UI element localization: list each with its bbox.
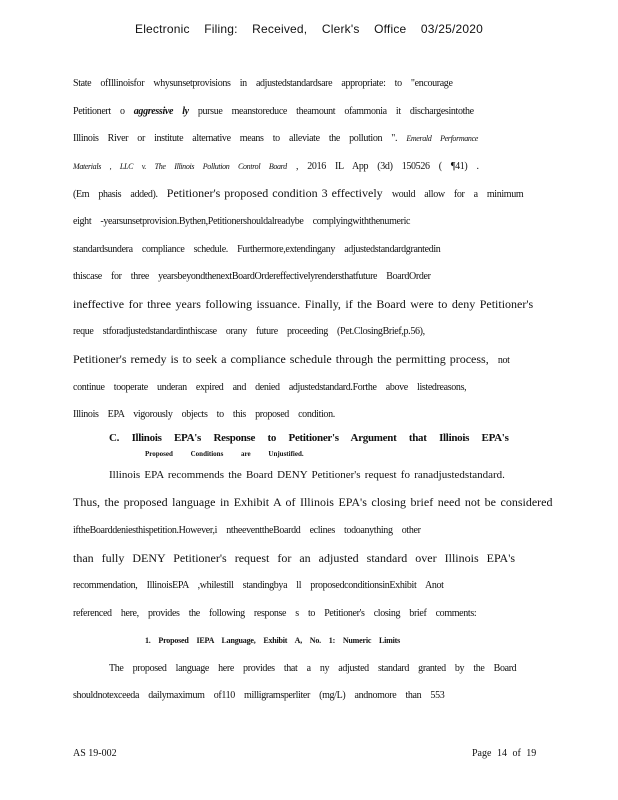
body-line: ineffective for three years following issuance. Finally, if the Board were to deny Petitioner's — [73, 296, 534, 311]
docket-number: AS 19-002 — [73, 748, 117, 759]
page-number: Page 14 of 19 — [472, 748, 537, 759]
body-line: State ofIllinoisfor whysunsetprovisions in adjustedstandardsare appropriate: to "encourage — [73, 78, 453, 89]
body-line: continue tooperate underan expired and denied adjustedstandard.Forthe above listedreasons, — [73, 381, 467, 393]
section-heading-c-continued: Proposed Conditions are Unjustified. — [145, 449, 304, 458]
case-citation: Emerald Performance — [406, 134, 478, 144]
body-line: shouldnotexceeda dailymaximum of110 milligramsperliter (mg/L) andnomore than 553 — [73, 690, 445, 702]
body-line: Petitioner's remedy is to seek a compliance schedule through the permitting process, not — [73, 351, 510, 366]
body-line: The proposed language here provides that a ny adjusted standard granted by the Board — [109, 662, 517, 674]
filing-header: Electronic Filing: Received, Clerk's Office 03/25/2020 — [134, 22, 483, 36]
body-line: than fully DENY Petitioner's request for an adjusted standard over Illinois EPA's — [73, 550, 516, 565]
body-line: standardsundera compliance schedule. Furthermore,extendingany adjustedstandardgrantedin — [73, 243, 441, 255]
case-citation: Materials , LLC v. The Illinois Pollution Control Board — [73, 161, 287, 171]
body-line: Illinois EPA vigorously objects to this proposed condition. — [73, 409, 335, 421]
body-line: Petitionert o aggressive ly pursue meanstoreduce theamount ofammonia it dischargesintothe — [73, 105, 474, 117]
document-body — [73, 70, 553, 710]
body-line: thiscase for three yearsbeyondthenextBoardOrdereffectivelyrendersthatfuture BoardOrder — [73, 271, 431, 283]
body-line: iftheBoarddeniesthispetition.However,i ntheeventtheBoardd eclines todoanything other — [73, 524, 421, 536]
body-line: referenced here, provides the following response s to Petitioner's closing brief comments: — [73, 607, 477, 619]
body-line: recommendation, IllinoisEPA ,whilestill standingbya ll proposedconditionsinExhibit Anot — [73, 580, 444, 592]
body-line: (Em phasis added). Petitioner's proposed condition 3 effectively would allow for a minimum — [73, 186, 524, 201]
body-line: reque stforadjustedstandardinthiscase orany future proceeding (Pet.ClosingBrief,p.56), — [73, 326, 425, 338]
body-line: eight -yearsunsetprovision.Bythen,Petitionershouldalreadybe complyingwiththenumeric — [73, 215, 411, 227]
subsection-heading: 1. Proposed IEPA Language, Exhibit A, No. 1: Numeric Limits — [145, 636, 401, 646]
body-line: Materials , LLC v. The Illinois Pollution Control Board , 2016 IL App (3d) 150526 ( ¶41) . — [73, 160, 479, 172]
body-line: Illinois EPA recommends the Board DENY Petitioner's request fo ranadjustedstandard. — [109, 468, 505, 481]
body-line: Illinois River or institute alternative means to alleviate the pollution ". Emerald Performance — [73, 133, 478, 145]
section-heading-c: C. Illinois EPA's Response to Petitioner's Argument that Illinois EPA's — [109, 431, 509, 444]
body-line: Thus, the proposed language in Exhibit A of Illinois EPA's closing brief need not be considered — [73, 495, 553, 510]
emphasis-text: aggressive ly — [133, 105, 189, 117]
